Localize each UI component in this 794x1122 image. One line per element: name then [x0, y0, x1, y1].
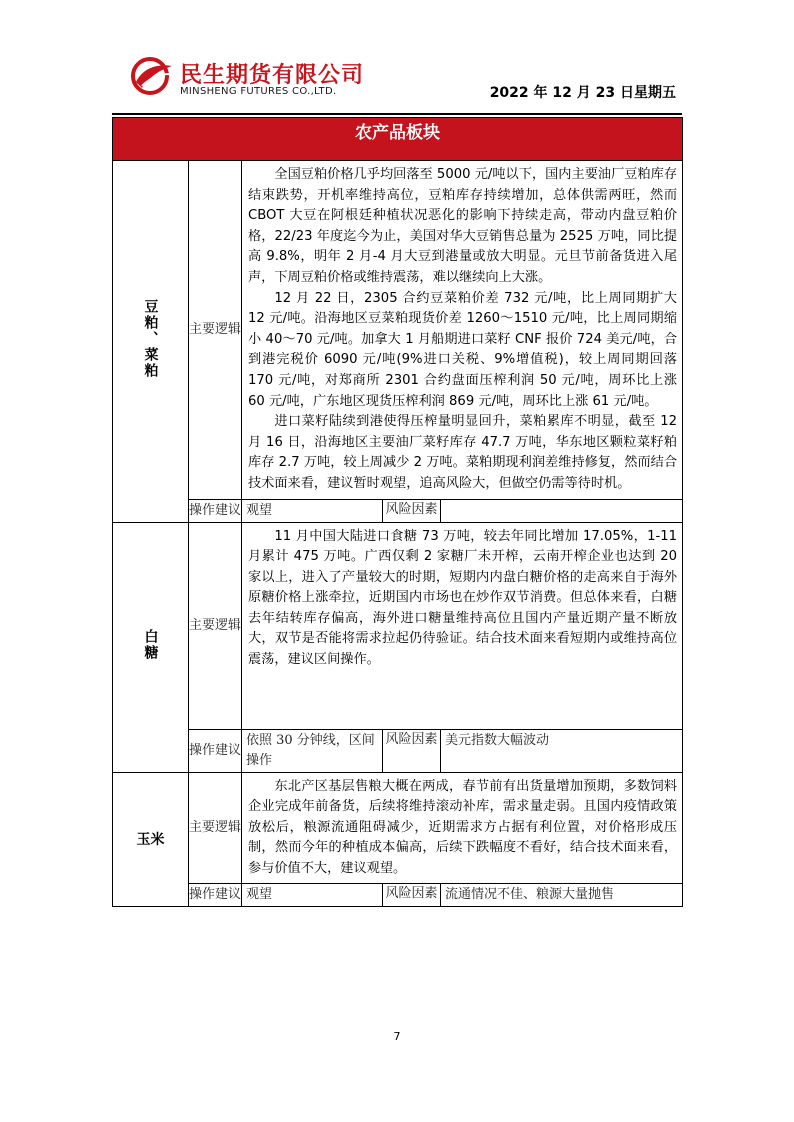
- commodity-name-text: 豆粕、菜粕: [142, 299, 159, 380]
- company-logo: [130, 56, 365, 100]
- commodity-name: 玉米: [113, 772, 189, 907]
- commodity-row-meal: [113, 161, 683, 500]
- risk-value: 流通情况不佳、粮源大量抛售: [441, 884, 683, 907]
- risk-label: 风险因素: [383, 499, 441, 522]
- logic-content: [242, 772, 683, 884]
- operation-label: 操作建议: [189, 729, 242, 772]
- minsheng-logo-icon: [130, 56, 174, 96]
- commodity-name-text: 白糖: [142, 629, 159, 661]
- commodity-name: [113, 161, 189, 523]
- page-number: 7: [393, 1030, 401, 1043]
- operation-row: [113, 499, 683, 522]
- logic-paragraph: 全国豆粕价格几乎均回落至 5000 元/吨以下，国内主要油厂豆粕库存结束跌势，开机率维持高位，豆粕库存持续增加，总体供需两旺，然而 CBOT 大豆在阿根廷种植状况恶化的影响下持续走高，带动内盘豆粕价格，22/23 年度迄今为止，美国对华大豆销售总量为 2525 万吨，同比提高 9.8%，明年 2 月-4 月大豆到港量或放大明显。元旦节前备货进入尾声，下周豆粕价格或维持震荡，难以继续向上大涨。: [248, 167, 678, 285]
- risk-value: [441, 499, 683, 522]
- risk-value: 美元指数大幅波动: [441, 729, 683, 772]
- risk-label: 风险因素: [383, 884, 441, 907]
- risk-label: 风险因素: [383, 729, 441, 772]
- operation-row: [113, 884, 683, 907]
- logic-content: [242, 522, 683, 729]
- section-header-row: [113, 118, 683, 161]
- logic-paragraph: 12 月 22 日，2305 合约豆菜粕价差 732 元/吨，比上周同期扩大 12 元/吨。沿海地区豆菜粕现货价差 1260～1510 元/吨，比上周同期缩小 40～70 元/吨。加拿大 1 月船期进口菜籽 CNF 报价 724 美元/吨，合到港完税价 6090 元/吨(9%进口关税、9%增值税)，较上周同期回落 170 元/吨，对郑商所 2301 合约盘面压榨利润 50 元/吨，周环比上涨 60 元/吨，广东地区现货压榨利润 869 元/吨，周环比上涨 61 元/吨。: [248, 290, 678, 409]
- logic-paragraph: 11 月中国大陆进口食糖 73 万吨，较去年同比增加 17.05%，1-11 月累计 475 万吨。广西仅剩 2 家糖厂未开榨，云南开榨企业也达到 20 家以上，进入了产量较大的时期，短期内内盘白糖价格的走高来自于海外原糖价格上涨牵拉，近期国内市场也在炒作双节消费。但总体来看，白糖去年结转库存偏高，海外进口糖量维持高位且国内产量近期产量不断放大，双节是否能将需求拉起仍待验证。结合技术面来看短期内或维持高位震荡，建议区间操作。: [248, 528, 678, 668]
- commodity-row-corn: [113, 772, 683, 884]
- operation-row: [113, 729, 683, 772]
- logic-paragraph: 东北产区基层售粮大概在两成，春节前有出货量增加预期，多数饲料企业完成年前备货，后续将维持滚动补库，需求量走弱。且国内疫情政策放松后，粮源流通阻碍减少，近期需求方占据有利位置，对价格形成压制，然而今年的种植成本偏高，后续下跌幅度不看好，结合技术面来看，参与价值不大，建议观望。: [248, 778, 678, 876]
- company-name-cn: 民生期货有限公司: [180, 63, 365, 88]
- operation-value: 观望: [242, 884, 383, 907]
- company-name-en: MINSHENG FUTURES CO.,LTD.: [180, 86, 337, 97]
- operation-value: 依照 30 分钟线，区间操作: [242, 729, 383, 772]
- logic-label: 主要逻辑: [189, 772, 242, 884]
- logic-label: 主要逻辑: [189, 522, 242, 729]
- logic-content: [242, 161, 683, 500]
- operation-label: 操作建议: [189, 884, 242, 907]
- logic-label: 主要逻辑: [189, 161, 242, 500]
- logic-paragraph: 进口菜籽陆续到港使得压榨量明显回升，菜粕累库不明显，截至 12 月 16 日，沿海地区主要油厂菜籽库存 47.7 万吨，华东地区颗粒菜籽粕库存 2.7 万吨，较上周减少 2 万吨。菜粕期现利润差维持修复，然而结合技术面来看，建议暂时观望，追高风险大，但做空仍需等待时机。: [248, 414, 678, 491]
- operation-value: 观望: [242, 499, 383, 522]
- commodity-row-sugar: [113, 522, 683, 729]
- agri-report-table: [112, 117, 683, 907]
- operation-label: 操作建议: [189, 499, 242, 522]
- section-title: 农产品板块: [113, 118, 683, 161]
- page-header: [112, 48, 682, 108]
- commodity-name: [113, 522, 189, 772]
- report-date: 2022 年 12 月 23 日星期五: [489, 85, 676, 101]
- header-divider: [112, 113, 682, 115]
